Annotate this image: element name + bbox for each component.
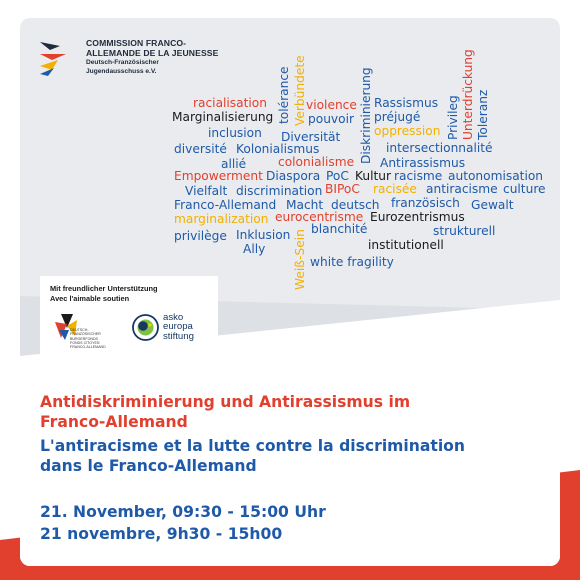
word-vielfalt: Vielfalt [185, 184, 228, 198]
word-autonomisation: autonomisation [448, 169, 544, 183]
word-discrimination: discrimination [236, 184, 323, 198]
word-diskriminierung: Diskriminierung [359, 67, 373, 164]
word-inclusion: inclusion [208, 126, 262, 140]
word-verbundete: Verbündete [293, 55, 307, 126]
org-sub-line1: Deutsch-Französischer [86, 59, 159, 66]
word-intersectionnalite: intersectionnalité [386, 141, 493, 155]
word-ally: Ally [243, 242, 266, 256]
asko-line1: asko [163, 312, 184, 323]
word-allie: allié [221, 157, 247, 171]
org-name-line2: ALLEMANDE DE LA JEUNESSE [86, 48, 219, 58]
word-colonialisme: colonialisme [278, 155, 355, 169]
word-diaspora: Diaspora [266, 169, 321, 183]
sponsor-line-de: Mit freundlicher Unterstützung [50, 284, 158, 293]
word-blanchite: blanchité [311, 222, 368, 236]
word-prejuge: préjugé [374, 110, 421, 124]
word-poc: PoC [326, 169, 349, 183]
word-inklusion: Inklusion [236, 228, 291, 242]
word-diversite: diversité [174, 142, 227, 156]
word-racialisation: racialisation [193, 96, 267, 110]
event-date-fr: 21 novembre, 9h30 - 15h00 [40, 525, 283, 543]
event-title-de [40, 392, 540, 432]
word-privilege: privilège [174, 229, 227, 243]
word-diversitat: Diversität [281, 130, 341, 144]
dfbf-line4: FONDS CITOYEN [70, 340, 100, 345]
word-institutionell: institutionell [368, 238, 444, 252]
asko-europa-stiftung-logo-icon [132, 314, 159, 341]
event-title-de-line2: Franco-Allemand [40, 413, 188, 431]
dfbf-text [70, 328, 106, 349]
word-marginalization: marginalization [174, 212, 269, 226]
word-kultur: Kultur [355, 169, 392, 183]
org-name-line1: COMMISSION FRANCO- [86, 38, 187, 48]
dfbf-line3: BÜRGERFONDS [70, 336, 98, 341]
asko-line3: stiftung [163, 330, 194, 342]
org-sub-line2: Jugendausschuss e.V. [86, 68, 157, 75]
event-title-fr-line1: L'antiracisme et la lutte contre la discrimination [40, 437, 465, 455]
word-tolerance: tolérance [277, 66, 291, 124]
word-deutsch: deutsch [331, 198, 380, 212]
word-eurocentrisme: eurocentrisme [275, 210, 364, 224]
dfbf-line1: DEUTSCH- [70, 328, 89, 332]
word-white-fragility: white fragility [310, 255, 394, 269]
asko-line2: europa [163, 321, 193, 333]
word-kolonialismus: Kolonialismus [236, 142, 320, 156]
word-gewalt: Gewalt [471, 198, 514, 212]
word-racisee: racisée [373, 182, 417, 196]
word-strukturell: strukturell [433, 224, 496, 238]
dfbf-line2: FRANZÖSISCHER [70, 332, 101, 337]
word-marginalisierung: Marginalisierung [172, 110, 274, 124]
word-privileg: Privileg [446, 95, 460, 140]
word-culture: culture [503, 182, 546, 196]
word-bipoc: BIPoC [325, 182, 360, 196]
word-racisme: racisme [394, 169, 443, 183]
word-violence: violence [306, 98, 357, 112]
event-date-de: 21. November, 09:30 - 15:00 Uhr [40, 503, 326, 521]
word-oppression: oppression [374, 124, 441, 138]
event-title-de-line1: Antidiskriminierung und Antirassismus im [40, 393, 411, 411]
sponsor-line-fr: Avec l'aimable soutien [50, 294, 130, 303]
dfbf-line5: FRANCO-ALLEMAND [70, 345, 106, 350]
sponsor-box [40, 276, 218, 368]
word-antiracisme: antiracisme [426, 182, 498, 196]
word-rassismus: Rassismus [374, 96, 439, 110]
event-title-fr-line2: dans le Franco-Allemand [40, 457, 257, 475]
word-unterdruckung: Unterdrückung [461, 49, 475, 140]
event-title-fr [40, 436, 540, 476]
word-eurozentrismus: Eurozentrismus [370, 210, 465, 224]
word-antirassismus: Antirassismus [380, 156, 466, 170]
word-pouvoir: pouvoir [308, 112, 354, 126]
word-empowerment: Empowerment [174, 169, 263, 183]
word-toleranz: Toleranz [476, 89, 490, 140]
word-macht: Macht [286, 198, 324, 212]
asko-text [163, 313, 194, 341]
word-franzosisch: französisch [391, 196, 460, 210]
word-franco-allemand: Franco-Allemand [174, 198, 277, 212]
word-weiss-sein: Weiß-Sein [293, 229, 307, 290]
